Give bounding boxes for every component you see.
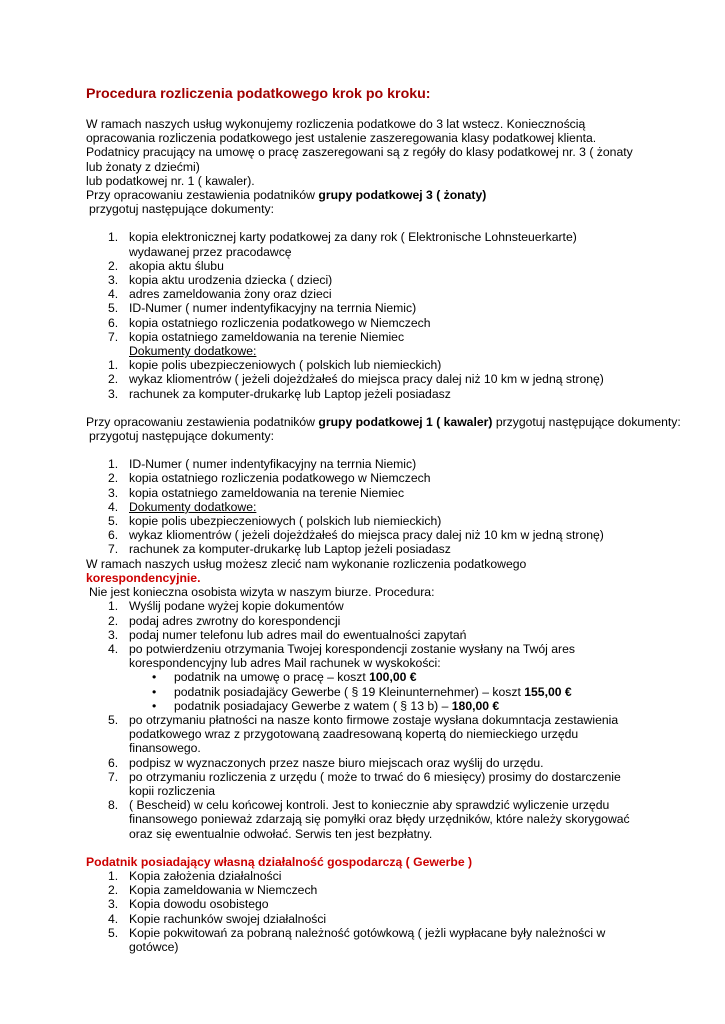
list-item: 7. kopia ostatniego zameldowania na terenie Niemiec	[108, 329, 405, 344]
list-item: 6. kopia ostatniego rozliczenia podatkowego w Niemczech	[108, 315, 431, 330]
list-item: 6. wykaz kliomentrów ( jeżeli dojeżdżałeś do miejsca pracy dalej niż 10 km w jedną stronę)	[108, 528, 604, 543]
list-item: 3. Kopia dowodu osobistego	[108, 897, 269, 912]
intro-line: W ramach naszych usług wykonujemy rozliczenia podatkowe do 3 lat wstecz. Koniecznością	[86, 117, 586, 131]
group1-list	[86, 457, 686, 556]
list-item: 3. kopia ostatniego zameldowania na terenie Niemiec	[108, 485, 405, 500]
corr-intro: Nie jest konieczna osobista wizyta w naszym biurze. Procedura:	[89, 585, 435, 600]
list-item: 7. po otrzymaniu rozliczenia z urzędu ( może to trwać do 6 miesięcy) prosimy do dostarczenie kopii rozliczenia	[108, 769, 621, 798]
extra-docs-heading: Dokumenty dodatkowe:	[129, 344, 257, 359]
group3-list	[86, 230, 686, 400]
list-item: 1. ID-Numer ( numer indentyfikacyjny na terrnia Niemic)	[108, 457, 417, 472]
price-item: • podatnik posiadajäcy Gewerbe ( § 19 Kleinunternehmer) – koszt 155,00 €	[152, 684, 572, 699]
gewerbe-list	[86, 869, 686, 954]
corr-line: W ramach naszych usług możesz zlecić nam wykonanie rozliczenia podatkowego	[86, 556, 527, 571]
list-item: 8. ( Bescheid) w celu końcowej kontroli. Jest to koniecznie aby sprawdzić wyliczenie urzędu finansowego ponieważ zdarzają się pomyłki oraz błędy urzędników, które należy skorygować oraz się ewentualnie odwołać. Serwis ten jest bezpłatny.	[108, 798, 630, 841]
list-item: 3. rachunek za komputer-drukarkę lub Laptop jeżeli posiadasz	[108, 386, 451, 401]
corr-red-heading: korespondencyjnie.	[86, 570, 201, 585]
list-item: 1. Wyślij podane wyżej kopie dokumentów	[108, 599, 344, 614]
list-item: 3. kopia aktu urodzenia dziecka ( dzieci)	[108, 273, 333, 288]
list-item: 5. po otrzymaniu płatności na nasze konto firmowe zostaje wysłana dokumntacja zestawienia podatkowego wraz z przygotowaną zaadresowaną kopertą do niemieckiego urzędu finansowego.	[108, 712, 619, 756]
list-item: 2. Kopia zameldowania w Niemczech	[108, 883, 318, 898]
list-item: 4. Dokumenty dodatkowe:	[108, 499, 257, 514]
list-item: 5. Kopie pokwitowań za pobraną należność gotówkową ( jeżli wypłacane były należności w gotówce)	[108, 925, 606, 954]
intro-line: lub żonaty z dziećmi)	[86, 159, 200, 174]
list-item: 1. kopia elektronicznej karty podatkowej za dany rok ( Elektronische Lohnsteuerkarte)	[108, 230, 577, 245]
list-item: 1. kopie polis ubezpieczeniowych ( polskich lub niemieckich)	[108, 358, 442, 373]
document-page	[86, 86, 686, 954]
procedure-list	[86, 599, 686, 840]
list-item: 2. wykaz kliomentrów ( jeżeli dojeżdżałeś do miejsca pracy dalej niż 10 km w jedną stronę)	[108, 372, 604, 387]
intro-line: lub podatkowej nr. 1 ( kawaler).	[86, 173, 255, 188]
list-item: 4. po potwierdzeniu otrzymania Twojej korespondencji zostanie wysłany na Twój ares korespondencyjny lub adres Mail rachunek w wyskokości:	[108, 641, 575, 671]
intro-line: Podatnicy pracujący na umowę o pracę zaszeregowani są z regóły do klasy podatkowej nr. 3 ( żonaty	[86, 145, 633, 160]
gewerbe-heading: Podatnik posiadający własną działalność gospodarczą ( Gewerbe )	[86, 854, 473, 869]
list-item: 2. podaj adres zwrotny do korespondencji	[108, 613, 341, 628]
group3-heading: Przy opracowaniu zestawienia podatników grupy podatkowej 3 ( żonaty)	[86, 188, 487, 203]
list-item: 3. podaj numer telefonu lub adres mail do ewentualności zapytań	[108, 627, 467, 642]
group1-heading: Przy opracowaniu zestawienia podatników grupy podatkowej 1 ( kawaler) przygotuj następujące dokumenty:	[86, 414, 681, 429]
list-item: 2. kopia ostatniego rozliczenia podatkowego w Niemczech	[108, 471, 431, 486]
list-item: 5. ID-Numer ( numer indentyfikacyjny na terrnia Niemic)	[108, 301, 417, 316]
group3-prepare: przygotuj następujące dokumenty:	[89, 202, 274, 217]
price-item: • podatnik posiadajacy Gewerbe z watem ( § 13 b) – 180,00 €	[152, 698, 500, 713]
list-item: 5. kopie polis ubezpieczeniowych ( polskich lub niemieckich)	[108, 514, 442, 529]
intro-line: opracowania rozliczenia podatkowego jest ustalenie zaszeregowania klasy podatkowej klienta.	[86, 131, 597, 146]
list-item: wydawanej przez pracodawcę	[129, 244, 292, 259]
list-item: 7. rachunek za komputer-drukarkę lub Laptop jeżeli posiadasz	[108, 542, 451, 557]
list-item: 2. akopia aktu ślubu	[108, 258, 224, 273]
intro-paragraph	[86, 117, 686, 188]
list-item: 6. podpisz w wyznaczonych przez nasze biuro miejscach oraz wyślij do urzędu.	[108, 755, 544, 770]
list-item: 4. adres zameldowania żony oraz dzieci	[108, 287, 332, 302]
list-item: 1. Kopia założenia działalności	[108, 868, 282, 883]
list-item: 4. Kopie rachunków swojej działalności	[108, 911, 327, 926]
document-title: Procedura rozliczenia podatkowego krok po kroku:	[86, 86, 431, 102]
group1-prepare: przygotuj następujące dokumenty:	[89, 429, 274, 444]
price-item: • podatnik na umowę o pracę – koszt 100,00 €	[152, 670, 417, 685]
